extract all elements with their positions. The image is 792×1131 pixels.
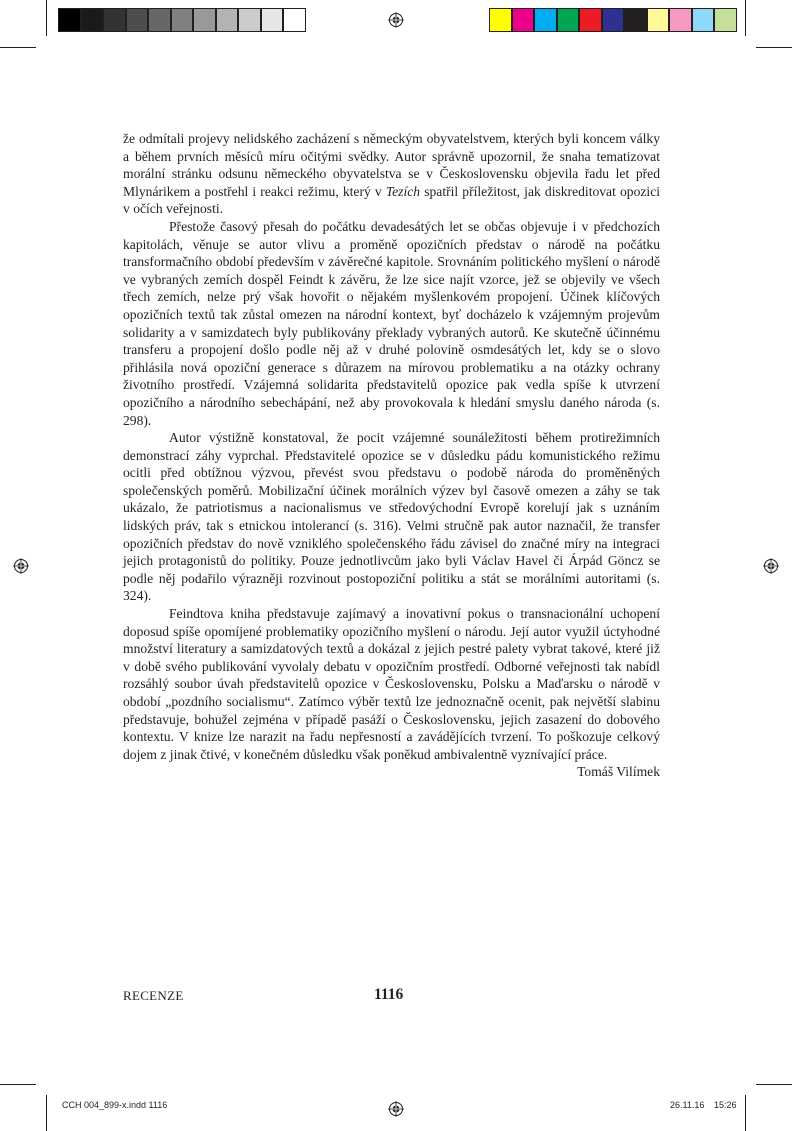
author-signature: Tomáš Vilímek xyxy=(577,764,660,780)
slug-file: CCH 004_899-x.indd 1116 xyxy=(62,1100,168,1110)
gray-swatch xyxy=(216,8,239,32)
crop-mark xyxy=(0,47,36,48)
process-color-bar xyxy=(489,8,737,32)
color-swatch xyxy=(647,8,670,32)
color-swatch xyxy=(512,8,535,32)
crop-mark xyxy=(0,1084,36,1085)
slug-time: 15:26 xyxy=(714,1100,737,1110)
gray-swatch xyxy=(193,8,216,32)
paragraph-3: Autor výstižně konstatoval, že pocit vzájemné sounáležitosti během protirežimních demonstrací záhy vyprchal. Představitelé opozice se v důsledku pádu komunistického režimu ocitli před obtížnou výzvou, převést svou představu o podobě národa do proměněných společenských poměrů. Mobilizační účinek morálních výzev byl časově omezen a záhy se tak ukázalo, že patriotismus a nacionalismus ve středovýchodní Evropě korelují jak s uznáním lidských práv, tak s etnickou intolerancí (s. 316). Velmi stručně pak autor naznačil, že transfer opozičních představ do nově vzniklého společenského řádu závisel do značné míry na integraci jejich protagonistů do politiky. Pouze jednotlivcům jako byli Václav Havel či Árpád Göncz se podle něj podařilo výrazněji rozvinout postopoziční politiku a stát se morálními autoritami (s. 324). xyxy=(123,430,660,604)
gray-swatch xyxy=(171,8,194,32)
text-run: spatřil příležitost, jak diskreditovat opozici v očích veřejnosti. xyxy=(123,183,661,217)
gray-swatch xyxy=(148,8,171,32)
gray-swatch xyxy=(103,8,126,32)
color-swatch xyxy=(489,8,512,32)
page-number: 1116 xyxy=(374,986,404,1003)
gray-swatch xyxy=(238,8,261,32)
crop-mark xyxy=(46,1095,47,1131)
color-swatch xyxy=(624,8,647,32)
grayscale-color-bar xyxy=(58,8,306,32)
registration-mark-top-icon xyxy=(388,12,404,28)
crop-mark xyxy=(745,0,746,36)
text-run: že odmítali projevy nelidského zacházení s německým obyvatelstvem, kterých byli koncem války a během prvních měsíců míru očitými svědky. Autor správně upozornil, že snaha tematizovat morální stránku odsunu německého obyvatelstva se v Československu objevila řadu let před Mlynárikem a postřehl i reakci režimu, který v xyxy=(123,131,660,199)
crop-mark xyxy=(756,1084,792,1085)
paragraph-1 xyxy=(123,130,660,218)
registration-mark-bottom-icon xyxy=(388,1101,404,1117)
italic-title: Tezích xyxy=(385,183,421,199)
registration-mark-right-icon xyxy=(763,558,779,574)
article-body xyxy=(123,130,660,781)
gray-swatch xyxy=(261,8,284,32)
paragraph-4: Feindtova kniha představuje zajímavý a inovativní pokus o transnacionální uchopení doposud spíše opomíjené problematiky opozičního myšlení o národu. Její autor využil úctyhodné množství literatury a samizdatových textů a dokázal z jejich pestré palety vybrat takové, které již v době svého publikování vyvolaly debatu v opozičním prostředí. Odborné veřejnosti tak nabídl rozsáhlý soubor úvah představitelů opozice v Československu, Polsku a Maďarsku o národě v období „pozdního socialismu“. Zatímco výběr textů lze jednoznačně ocenit, pak největší slabinu představuje, bohužel zejména v případě pasáží o Československu, jejich zasazení do dobového kontextu. V knize lze narazit na řadu nepřesností a zavádějících tvrzení. To poškozuje celkový dojem z jinak čtivé, v konečném důsledku však poněkud ambivalentně vyznívající práce. xyxy=(123,606,660,762)
slug-date: 26.11.16 xyxy=(670,1100,705,1110)
registration-mark-left-icon xyxy=(13,558,29,574)
color-swatch xyxy=(534,8,557,32)
color-swatch xyxy=(714,8,737,32)
color-swatch xyxy=(602,8,625,32)
crop-mark xyxy=(745,1095,746,1131)
gray-swatch xyxy=(58,8,81,32)
paragraph-2: Přestože časový přesah do počátku devadesátých let se občas objevuje i v předchozích kapitolách, věnuje se autor vlivu a proměně opozičních představ o národě na počátku transformačního období především v závěrečné kapitole. Srovnáním politického myšlení o národě ve vybraných zemích dospěl Feindt k závěru, že lze sice najít vzorce, jež se objevily ve všech třech zemích, nelze prý však hovořit o nějakém myšlenkovém propojení. Účinek klíčových opozičních textů tak zůstal omezen na národní kontext, byť docházelo k vzájemným projevům solidarity a v samizdatech byly publikovány překlady vybraných autorů. Ke skutečně účinnému transferu a propojení došlo podle něj až v druhé polovině osmdesátých let, kdy se o slovo přihlásila nová opoziční generace s důrazem na mírovou problematiku a na otázky ochrany životního prostředí. Vzájemná solidarita představitelů opozice pak vedla spíše k utvrzení opozičního a národního sebechápání, než aby provokovala k hledání smyslu daného národa (s. 298). xyxy=(123,218,660,428)
gray-swatch xyxy=(283,8,306,32)
gray-swatch xyxy=(81,8,104,32)
crop-mark xyxy=(756,47,792,48)
color-swatch xyxy=(669,8,692,32)
section-label: RECENZE xyxy=(123,988,184,1003)
color-swatch xyxy=(692,8,715,32)
gray-swatch xyxy=(126,8,149,32)
color-swatch xyxy=(557,8,580,32)
crop-mark xyxy=(46,0,47,36)
color-swatch xyxy=(579,8,602,32)
